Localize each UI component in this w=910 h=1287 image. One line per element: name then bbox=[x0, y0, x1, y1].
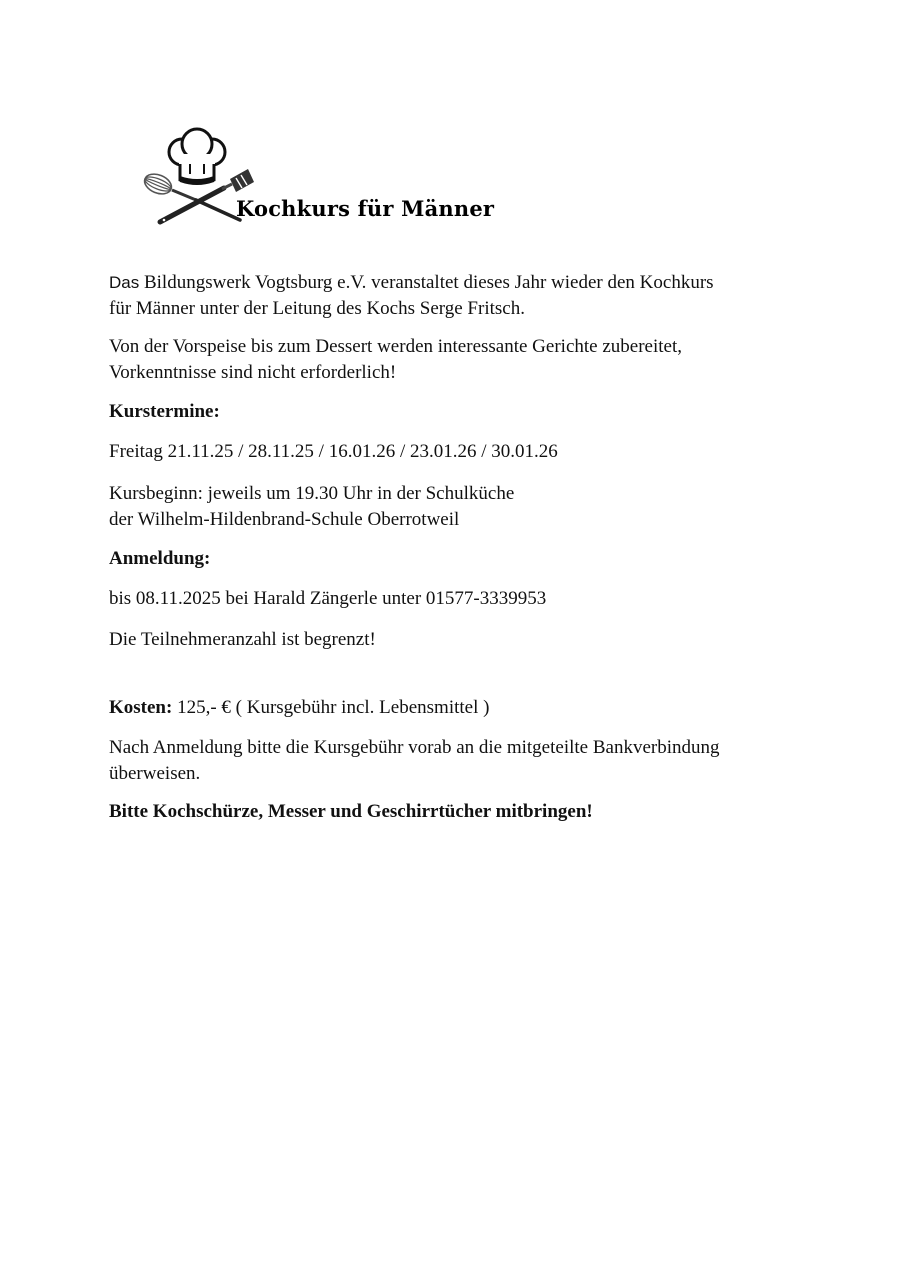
anmeldung-text: bis 08.11.2025 bei Harald Zängerle unter 01577-3339953 bbox=[109, 588, 547, 609]
vorspeise-line2: Vorkenntnisse sind nicht erforderlich! bbox=[109, 362, 397, 383]
intro-line1: Bildungswerk Vogtsburg e.V. veranstaltet dieses Jahr wieder den Kochkurs bbox=[139, 272, 714, 293]
course-begin bbox=[109, 481, 829, 533]
course-begin-line1: Kursbeginn: jeweils um 19.30 Uhr in der Schulküche bbox=[109, 483, 515, 504]
anmeldung-heading: Anmeldung: bbox=[109, 548, 211, 569]
intro-first-word: Das bbox=[109, 273, 140, 292]
course-dates: Freitag 21.11.25 / 28.11.25 / 16.01.26 / 23.01.26 / 30.01.26 bbox=[109, 441, 558, 462]
vorspeise-line1: Von der Vorspeise bis zum Dessert werden interessante Gerichte zubereitet, bbox=[109, 336, 682, 357]
course-begin-line2: der Wilhelm-Hildenbrand-Schule Oberrotweil bbox=[109, 509, 460, 530]
intro-line2: für Männer unter der Leitung des Kochs Serge Fritsch. bbox=[109, 298, 525, 319]
payment-paragraph bbox=[109, 735, 829, 787]
bring-items-note: Bitte Kochschürze, Messer und Geschirrtücher mitbringen! bbox=[109, 801, 593, 822]
intro-paragraph bbox=[109, 270, 829, 322]
participant-limit: Die Teilnehmeranzahl ist begrenzt! bbox=[109, 629, 376, 650]
payment-line1: Nach Anmeldung bitte die Kursgebühr vorab an die mitgeteilte Bankverbindung bbox=[109, 737, 720, 758]
payment-line2: überweisen. bbox=[109, 763, 201, 784]
cost-line bbox=[109, 695, 829, 721]
document-body bbox=[109, 270, 829, 825]
chef-hat-icon bbox=[169, 129, 225, 185]
cost-value: 125,- € ( Kursgebühr incl. Lebensmittel ) bbox=[172, 697, 490, 718]
logo-title: Kochkurs für Männer bbox=[236, 196, 495, 221]
kurstermine-heading: Kurstermine: bbox=[109, 401, 220, 422]
cost-label: Kosten: bbox=[109, 697, 173, 718]
vorspeise-paragraph bbox=[109, 334, 829, 386]
logo bbox=[136, 124, 526, 236]
